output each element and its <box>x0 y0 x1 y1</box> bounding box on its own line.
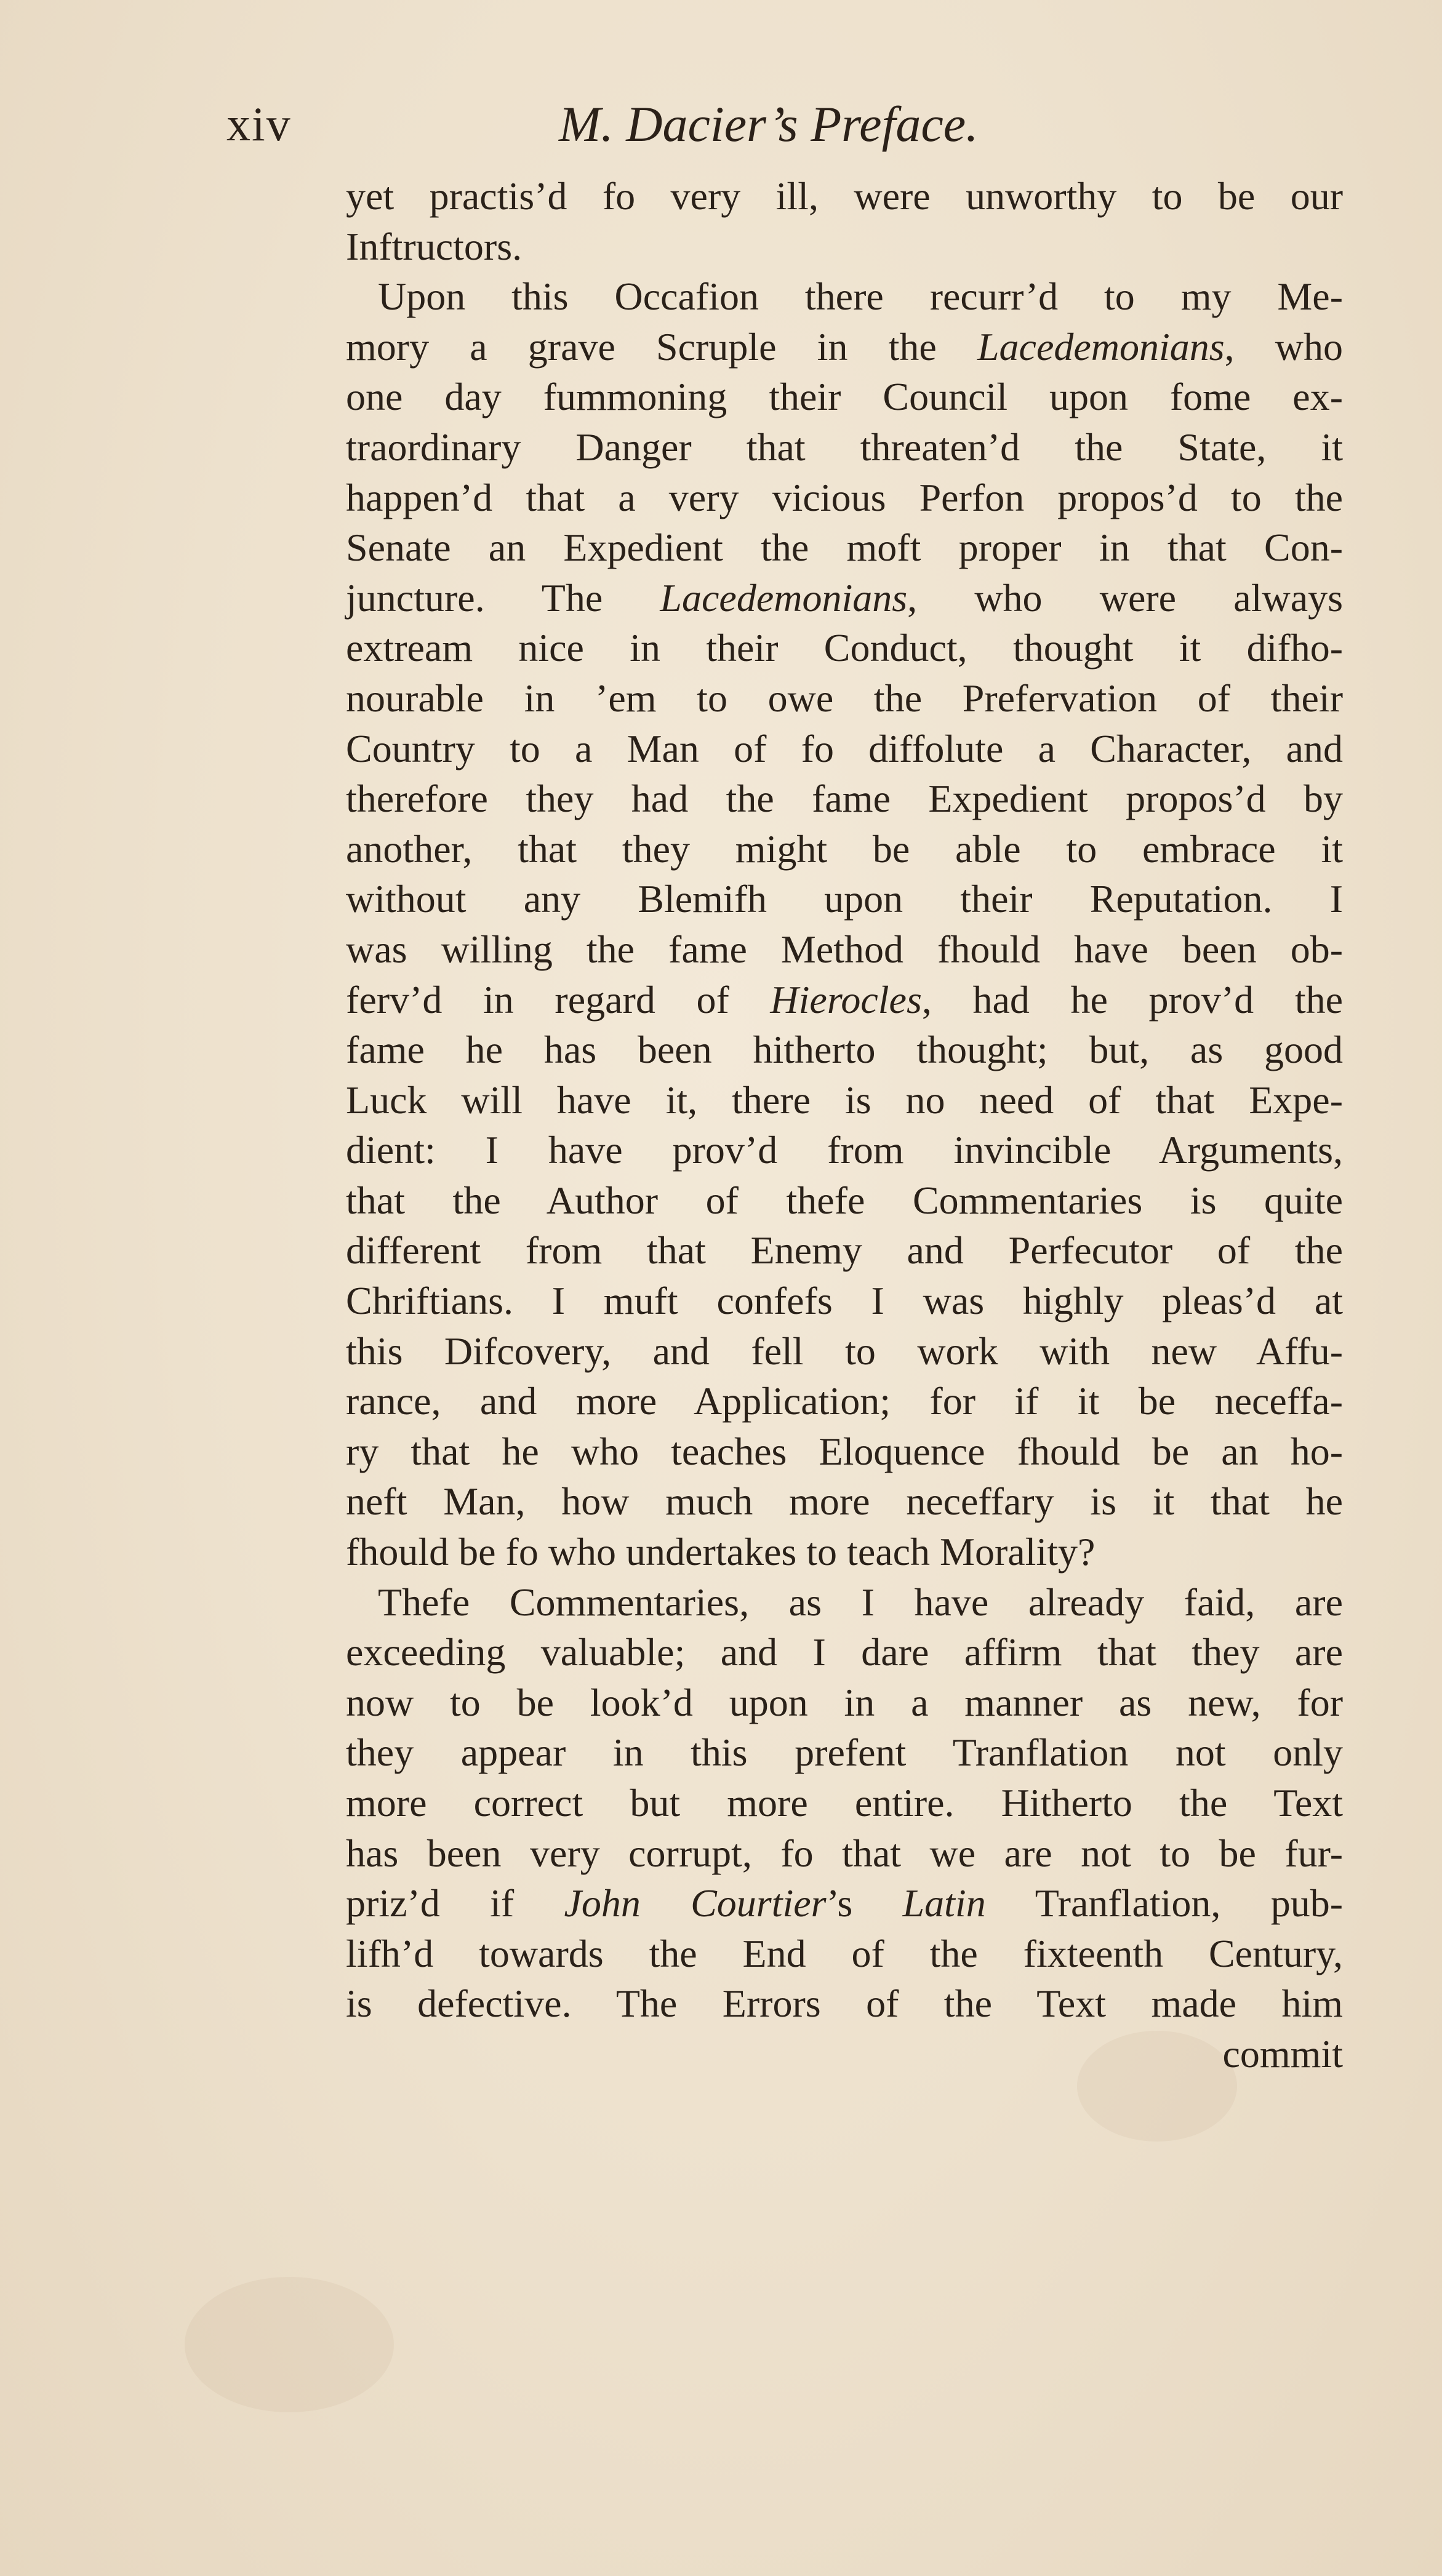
running-head-title: Preface. <box>811 96 979 152</box>
text-line: juncture. The Lacedemonians, who were always <box>346 575 1344 620</box>
text-line: ry that he who teaches Eloquence fhould be an ho- <box>346 1429 1343 1473</box>
text-line: has been very corrupt, fo that we are not to be fur- <box>346 1831 1343 1875</box>
text-line: happen’d that a very vicious Perfon propos’d to the <box>346 475 1343 519</box>
text-line: another, that they might be able to embrace it <box>346 826 1343 871</box>
running-head <box>559 94 979 155</box>
paper-stain <box>185 2277 394 2412</box>
text-line: fame he has been hitherto thought; but, as good <box>346 1028 1343 1072</box>
text-line: exceeding valuable; and I dare affirm that they are <box>346 1630 1343 1674</box>
text-line: they appear in this prefent Tranflation not only <box>346 1730 1343 1775</box>
running-head-possessive: ’s <box>768 96 798 152</box>
text-line: neft Man, how much more neceffary is it that he <box>346 1479 1343 1524</box>
text-line: nourable in ’em to owe the Prefervation of their <box>346 676 1343 720</box>
text-line: Country to a Man of fo diffolute a Character, and <box>346 726 1343 770</box>
text-line: Luck will have it, there is no need of that Expe- <box>346 1078 1343 1122</box>
text-line: that the Author of thefe Commentaries is quite <box>346 1178 1343 1222</box>
text-line: without any Blemifh upon their Reputation. I <box>346 877 1343 921</box>
text-line: yet practis’d fo very ill, were unworthy to be our <box>346 174 1343 218</box>
catchword: commit <box>1222 2031 1343 2076</box>
text-line: therefore they had the fame Expedient propos’d by <box>346 777 1343 821</box>
text-line: traordinary Danger that threaten’d the State, it <box>346 425 1343 469</box>
text-line: Thefe Commentaries, as I have already faid, are <box>378 1580 1343 1624</box>
text-line: Chriftians. I muft confefs I was highly pleas’d at <box>346 1279 1343 1323</box>
text-line: Senate an Expedient the moft proper in that Con- <box>346 526 1343 570</box>
text-line: more correct but more entire. Hitherto the Text <box>346 1781 1343 1825</box>
text-line: priz’d if John Courtier’s Latin Tranflation, pub- <box>346 1881 1343 1926</box>
text-line: mory a grave Scruple in the Lacedemonians, who <box>346 324 1344 369</box>
text-line: Upon this Occafion there recurr’d to my Me- <box>378 274 1343 319</box>
text-line: extream nice in their Conduct, thought it difho- <box>346 626 1343 670</box>
page-number: xiv <box>226 97 292 151</box>
text-line: lifh’d towards the End of the fixteenth Century, <box>346 1931 1343 1975</box>
text-line: is defective. The Errors of the Text made him <box>346 1982 1343 2026</box>
text-line: dient: I have prov’d from invincible Arguments, <box>346 1128 1343 1172</box>
text-line: different from that Enemy and Perfecutor of the <box>346 1228 1343 1273</box>
text-line: ferv’d in regard of Hierocles, had he prov’d the <box>346 977 1343 1022</box>
page-header <box>226 94 1347 155</box>
running-head-name: M. Dacier <box>559 96 769 152</box>
text-line: this Difcovery, and fell to work with new Affu- <box>346 1329 1343 1373</box>
text-line: rance, and more Application; for if it be neceffa- <box>346 1379 1343 1423</box>
body-text <box>346 171 1343 2079</box>
text-line: Inftructors. <box>346 224 523 268</box>
text-line: was willing the fame Method fhould have been ob- <box>346 927 1343 971</box>
text-line: one day fummoning their Council upon fome ex- <box>346 375 1343 419</box>
text-line: now to be look’d upon in a manner as new, for <box>346 1680 1343 1724</box>
text-line: fhould be fo who undertakes to teach Morality? <box>346 1530 1096 1574</box>
